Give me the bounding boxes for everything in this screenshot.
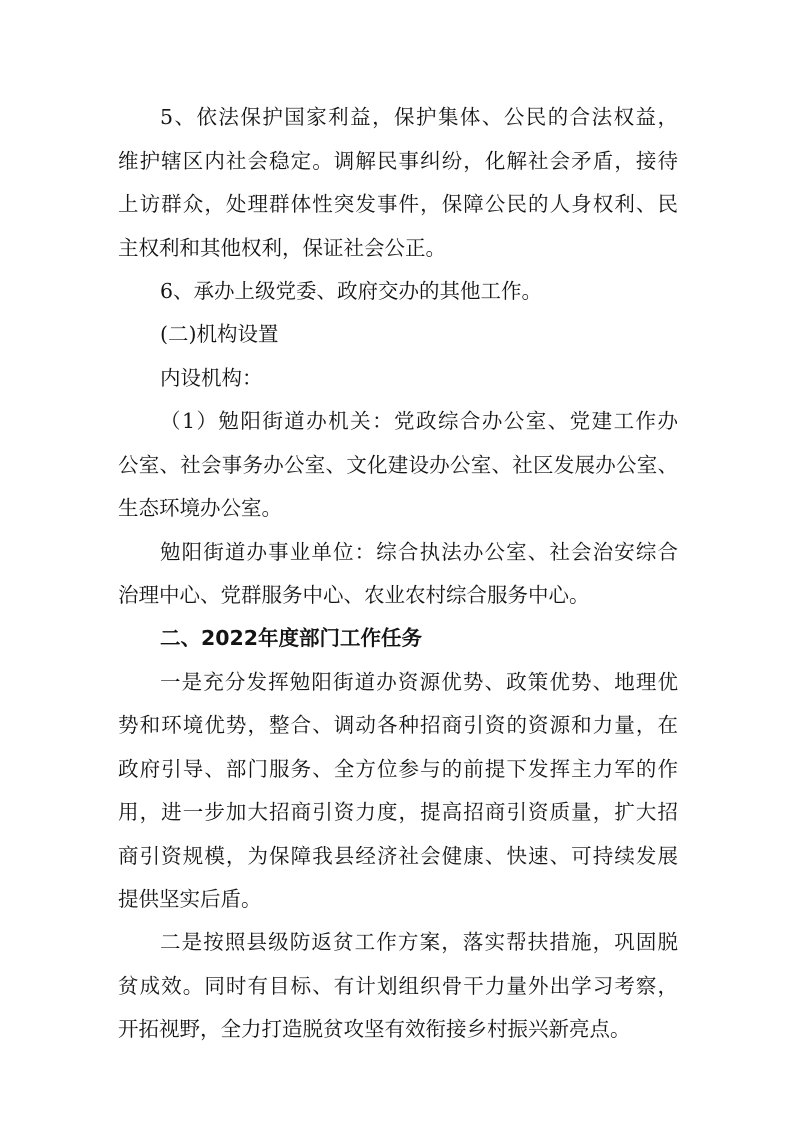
paragraph-5-line-3: 生态环境办公室。 [118,496,282,520]
paragraph-8-line-4: 用，进一步加大招商引资力度，提高招商引资质量，扩大招 [118,800,678,824]
paragraph-1-line-4: 主权利和其他权利，保证社会公正。 [118,236,446,260]
paragraph-1-line-1: 5、依法保护国家利益，保护集体、公民的合法权益， [160,105,678,129]
paragraph-1-line-3: 上访群众，处理群体性突发事件，保障公民的人身权利、民 [118,192,678,216]
paragraph-8-line-5: 商引资规模，为保障我县经济社会健康、快速、可持续发展 [118,844,678,868]
paragraph-6-line-1: 勉阳街道办事业单位：综合执法办公室、社会治安综合 [160,540,678,564]
internal-units-label: 内设机构： [160,366,263,390]
paragraph-8-line-1: 一是充分发挥勉阳街道办资源优势、政策优势、地理优 [160,670,678,694]
paragraph-9-line-1: 二是按照县级防返贫工作方案，落实帮扶措施，巩固脱 [160,930,678,954]
section-heading-2022-tasks: 二、2022年度部门工作任务 [160,626,423,650]
paragraph-5-line-2: 公室、社会事务办公室、文化建设办公室、社区发展办公室、 [118,453,678,477]
paragraph-6-line-2: 治理中心、党群服务中心、农业农村综合服务中心。 [118,583,590,607]
paragraph-8-line-3: 政府引导、部门服务、全方位参与的前提下发挥主力军的作 [118,757,678,781]
paragraph-9-line-3: 开拓视野，全力打造脱贫攻坚有效衔接乡村振兴新亮点。 [118,1017,631,1041]
subheading-organization: (二)机构设置 [160,322,279,346]
paragraph-2-line-1: 6、承办上级党委、政府交办的其他工作。 [160,279,543,303]
paragraph-5-line-1: （1）勉阳街道办机关：党政综合办公室、党建工作办 [160,409,678,433]
paragraph-8-line-2: 势和环境优势，整合、调动各种招商引资的资源和力量，在 [118,713,678,737]
paragraph-1-line-2: 维护辖区内社会稳定。调解民事纠纷，化解社会矛盾，接待 [118,149,678,173]
paragraph-9-line-2: 贫成效。同时有目标、有计划组织骨干力量外出学习考察， [118,974,678,998]
paragraph-8-line-6: 提供坚实后盾。 [118,887,262,911]
